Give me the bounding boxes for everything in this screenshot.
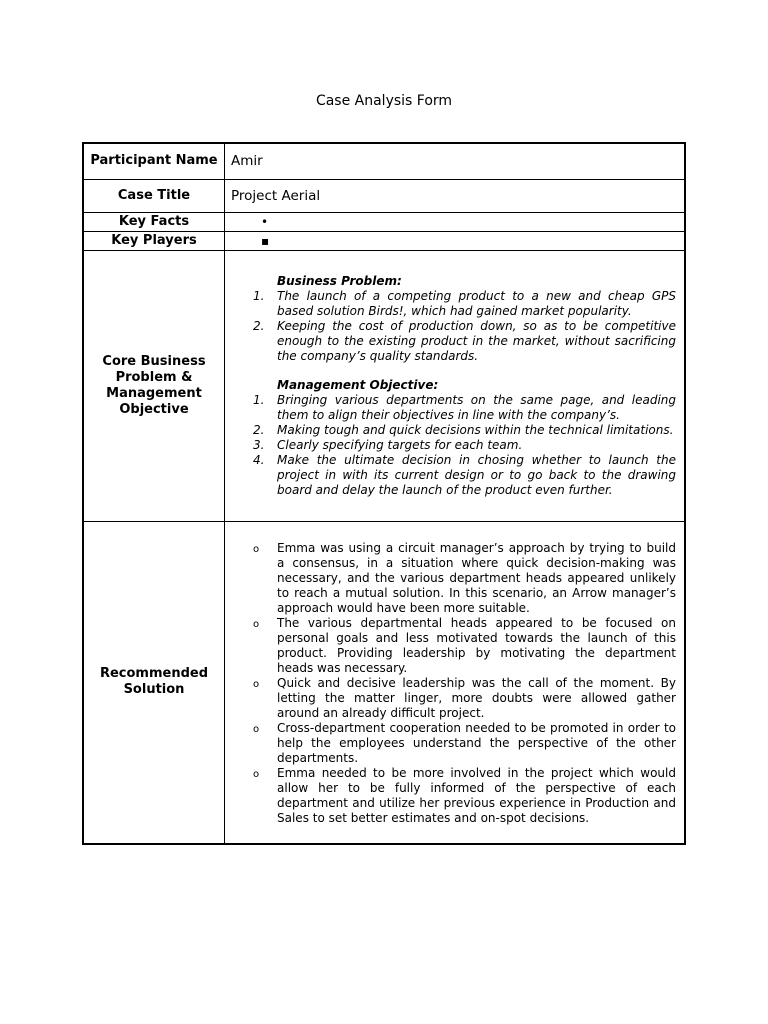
key-facts-bullet: • [261, 214, 269, 229]
case-title-label: Case Title [83, 179, 225, 212]
list-number: 1. [253, 288, 265, 303]
list-text: The various departmental heads appeared to be focused on personal goals and less motivated towards the launch of this product. Providing leadership by motivating the department heads was necessary. [277, 615, 676, 675]
list-text: Clearly specifying targets for each team. [277, 437, 523, 452]
list-number: 2. [253, 422, 265, 437]
list-number: 1. [253, 392, 265, 407]
recommended-label: Recommended Solution [83, 521, 225, 844]
recommended-content [225, 521, 686, 844]
list-text: Emma was using a circuit manager’s approach by trying to build a consensus, in a situation where quick decision-making was necessary, and the various department heads appeared unlikely to reach a mutual solution. In this scenario, an Arrow manager’s approach would have been more suitable. [277, 540, 676, 615]
list-item [247, 289, 676, 319]
list-marker: o [253, 543, 260, 555]
participant-label: Participant Name [83, 143, 225, 179]
list-number: 2. [253, 318, 265, 333]
list-item [247, 616, 676, 676]
list-text: Bringing various departments on the same page, and leading them to align their objectives in line with the company’s. [277, 392, 676, 422]
list-text: Keeping the cost of production down, so as to be competitive enough to the existing product in the market, without sacrificing the company’s quality standards. [277, 318, 676, 363]
list-item [247, 438, 676, 453]
case-analysis-table [82, 142, 686, 845]
key-players-label: Key Players [83, 231, 225, 250]
row-key-players [83, 231, 685, 250]
list-number: 3. [253, 437, 265, 452]
form-title: Case Analysis Form [315, 93, 453, 109]
list-text: Emma needed to be more involved in the project which would allow her to be fully informed of the perspective of each department and utilize her previous experience in Production and Sales to set better estimates and on-spot decisions. [277, 765, 676, 825]
list-item [247, 721, 676, 766]
participant-value: Amir [225, 143, 686, 179]
list-text: The launch of a competing product to a new and cheap GPS based solution Birds!, which had gained market popularity. [277, 288, 676, 318]
list-number: 4. [253, 452, 265, 467]
business-problem-heading: Business Problem: [277, 273, 402, 288]
list-item [247, 319, 676, 364]
row-core [83, 250, 685, 521]
management-objective-list [247, 393, 676, 498]
list-marker: o [253, 723, 260, 735]
key-facts-value [225, 212, 686, 231]
list-text: Cross-department cooperation needed to be promoted in order to help the employees understand the perspective of the other departments. [277, 720, 676, 765]
list-item [247, 676, 676, 721]
management-objective-heading: Management Objective: [277, 377, 439, 392]
key-facts-label: Key Facts [83, 212, 225, 231]
list-text: Make the ultimate decision in chosing whether to launch the project in with its current design or to go back to the drawing board and delay the launch of the product even further. [277, 452, 676, 497]
case-title-value: Project Aerial [225, 179, 686, 212]
row-participant [83, 143, 685, 179]
list-item [247, 541, 676, 616]
list-item [247, 766, 676, 826]
list-marker: o [253, 618, 260, 630]
list-text: Quick and decisive leadership was the call of the moment. By letting the matter linger, more doubts were allowed gather around an already difficult project. [277, 675, 676, 720]
key-players-value [225, 231, 686, 250]
core-content [225, 250, 686, 521]
list-item [247, 423, 676, 438]
business-problem-list [247, 289, 676, 364]
list-marker: o [253, 768, 260, 780]
list-item [247, 453, 676, 498]
recommended-list [247, 541, 676, 826]
list-item [247, 393, 676, 423]
row-case-title [83, 179, 685, 212]
list-text: Making tough and quick decisions within the technical limitations. [277, 422, 674, 437]
list-marker: o [253, 678, 260, 690]
key-players-bullet: ▪ [261, 233, 270, 248]
row-recommended [83, 521, 685, 844]
row-key-facts [83, 212, 685, 231]
core-label: Core Business Problem & Management Objective [83, 250, 225, 521]
